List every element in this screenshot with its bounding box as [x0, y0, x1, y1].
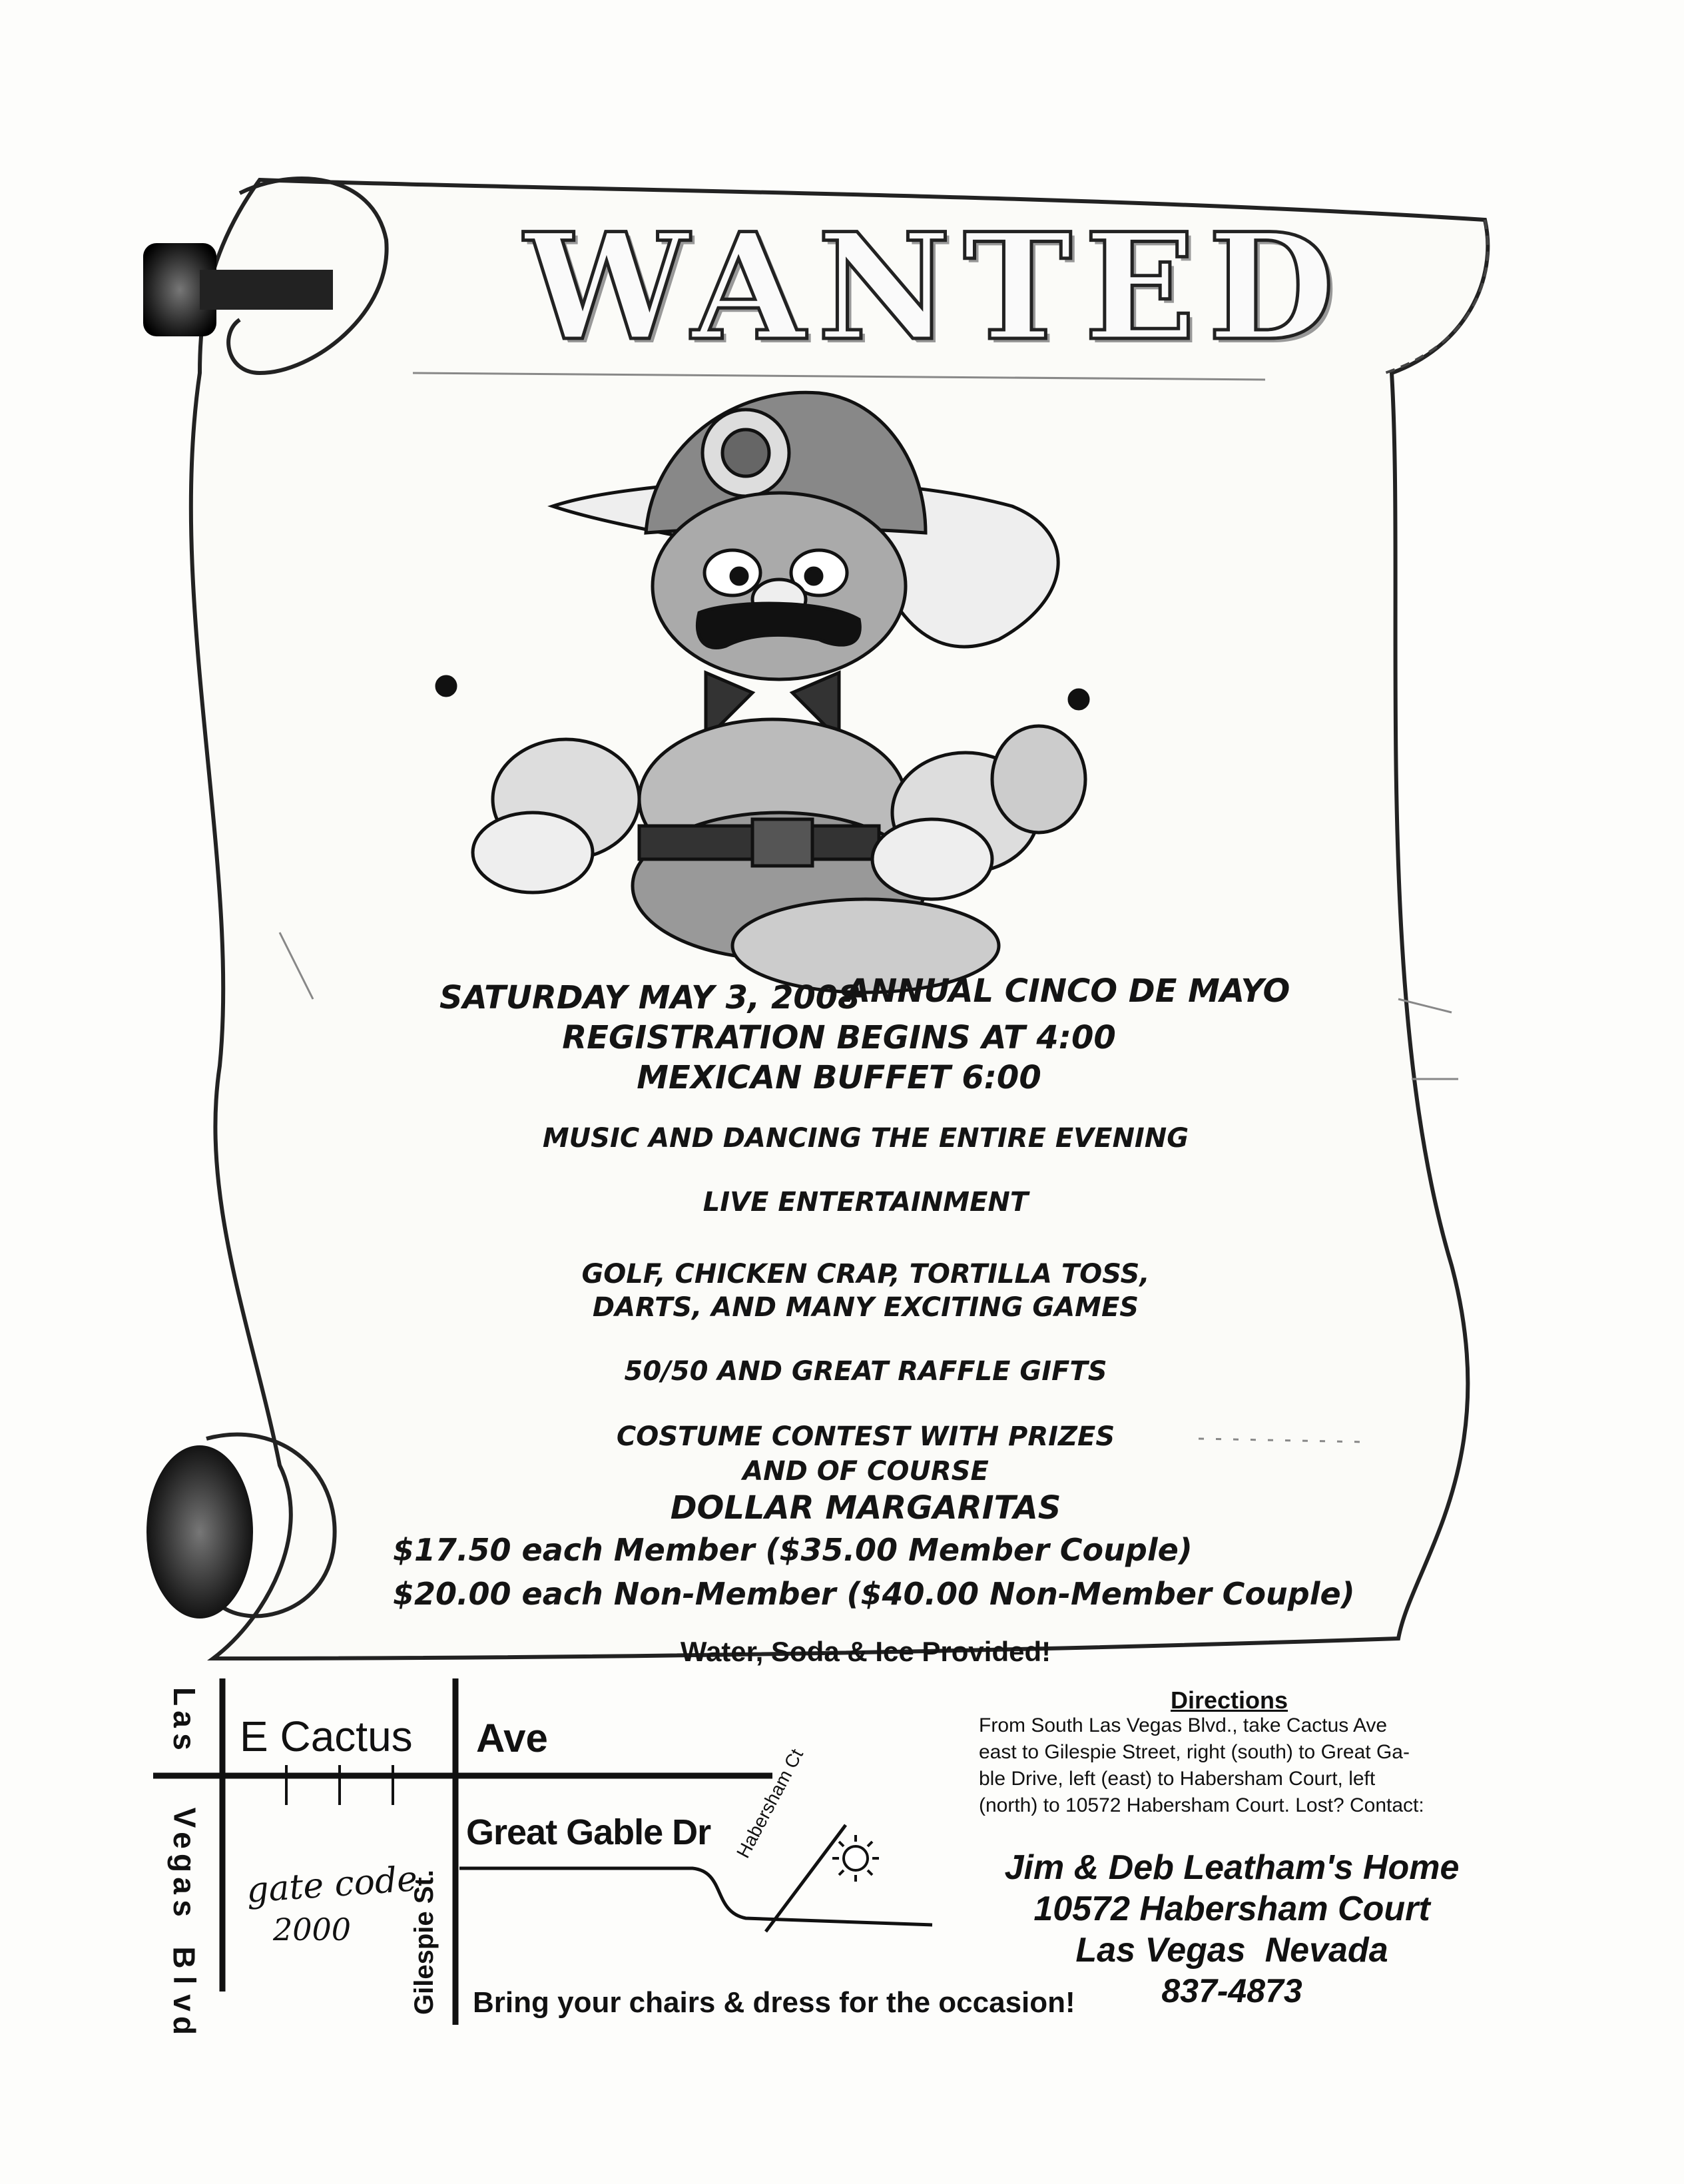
gate-code-value: 2000	[273, 1912, 352, 1948]
games-line-1: GOLF, CHICKEN CRAP, TORTILLA TOSS,	[581, 1259, 1150, 1289]
directions-line-3: ble Drive, left (east) to Habersham Court, left	[979, 1768, 1376, 1790]
bring-chairs-line: Bring your chairs & dress for the occasion!	[473, 1986, 1075, 2019]
event-name: ANNUAL CINCO DE MAYO	[846, 972, 1290, 1010]
bottom-roller	[146, 1445, 253, 1619]
great-gable-dr-line	[459, 1868, 932, 1925]
games-line-2: DARTS, AND MANY EXCITING GAMES	[592, 1292, 1139, 1323]
host-name: Jim & Deb Leatham's Home	[1004, 1848, 1460, 1887]
directions-line-4: (north) to 10572 Habersham Court. Lost? Contact:	[979, 1794, 1424, 1816]
ave-label: Ave	[476, 1716, 548, 1760]
buffet-time: MEXICAN BUFFET 6:00	[637, 1059, 1041, 1096]
directions-line-2: east to Gilespie Street, right (south) to Great Ga-	[979, 1741, 1410, 1763]
wanted-title: WANTED	[524, 200, 1347, 373]
las-vegas-blvd-label: L a s V e g a s B l v d	[166, 1686, 202, 2035]
costume-line: COSTUME CONTEST WITH PRIZES	[616, 1421, 1115, 1452]
registration-time: REGISTRATION BEGINS AT 4:00	[562, 1019, 1116, 1056]
directions-heading: Directions	[1171, 1686, 1288, 1714]
host-city: Las Vegas Nevada	[1075, 1931, 1388, 1970]
directions-line-1: From South Las Vegas Blvd., take Cactus Ave	[979, 1714, 1388, 1736]
gate-code-note: gate code	[245, 1859, 419, 1911]
gilespie-label: Gilespie St.	[410, 1870, 439, 2015]
host-address: 10572 Habersham Court	[1033, 1890, 1430, 1928]
entertainment-line: LIVE ENTERTAINMENT	[702, 1187, 1029, 1218]
great-gable-label: Great Gable Dr	[466, 1812, 711, 1852]
habersham-label: Habersham Ct	[732, 1745, 808, 1862]
non-member-price: $20.00 each Non-Member ($40.00 Non-Member Couple)	[393, 1576, 1355, 1612]
member-price: $17.50 each Member ($35.00 Member Couple)	[393, 1532, 1193, 1568]
host-phone: 837-4873	[1161, 1972, 1302, 2009]
margaritas-line: DOLLAR MARGARITAS	[670, 1489, 1061, 1527]
habersham-ct-line	[766, 1825, 846, 1932]
sun-icon	[832, 1835, 879, 1882]
of-course-line: AND OF COURSE	[742, 1456, 989, 1487]
raffle-line: 50/50 AND GREAT RAFFLE GIFTS	[624, 1356, 1107, 1387]
e-cactus-label: E Cactus	[240, 1712, 413, 1760]
event-date: SATURDAY MAY 3, 2008	[439, 979, 860, 1016]
music-line: MUSIC AND DANCING THE ENTIRE EVENING	[542, 1123, 1189, 1154]
provided-line: Water, Soda & Ice Provided!	[680, 1636, 1051, 1667]
